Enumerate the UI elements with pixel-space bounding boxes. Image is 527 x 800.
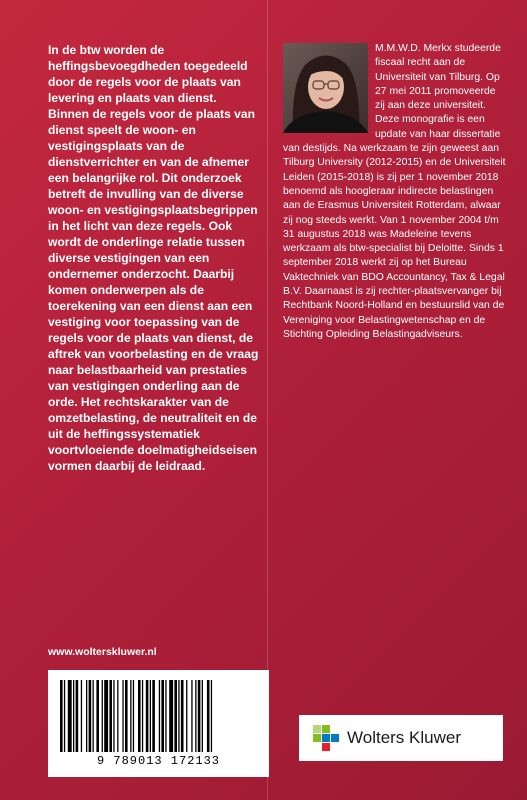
book-summary: In de btw worden de heffingsbevoegdheden toegedeeld door de regels voor de plaats van levering en plaats van dienst. Binnen de regels voor de plaats van dienst speelt de woon- en vestigingsplaats van de dienstverrichter en van de afnemer een belangrijke rol. Dit onderzoek betreft de invulling van de diverse woon- en vestigingsplaatsbegrippen in het licht van deze regels. Ook wordt de onderlinge relatie tussen diverse vestigingen van een ondernemer onderzocht. Daarbij komen onderwerpen als de toerekening van een dienst aan een vestiging voor toepassing van de regels voor de plaats van dienst, de aftrek van voorbelasting en de vraag naar belastbaarheid van prestaties van vestigingen onderling aan de orde. Het rechtskarakter van de omzetbelasting, de neutraliteit en de uit de heffingssystematiek voortvloeiende doelmatigheidseisen vormen daarbij de leidraad. (48, 43, 259, 473)
author-bio: M.M.W.D. Merkx studeerde fiscaal recht aan de Universiteit van Tilburg. Op 27 mei 2011 promoveerde zij aan deze universiteit. Deze monografie is een update van haar dissertatie van destijds. Na werkzaam te zijn geweest aan Tilburg University (2012-2015) en de Universiteit Leiden (2015-2018) is zij per 1 november 2018 benoemd als hoogleraar indirecte belastingen aan de Erasmus Universiteit Rotterdam, alwaar zij nog steeds werkt. Van 1 november 2004 t/m 31 augustus 2018 was Madeleine tevens werkzaam als btw-specialist bij Deloitte. Sinds 1 september 2018 werkt zij op het Bureau Vaktechniek van BDO Accountancy, Tax & Legal B.V. Daarnaast is zij rechter-plaatsvervanger bij Rechtbank Noord-Holland en bestuurslid van de Vereniging voor Belastingwetenschap en de Stichting Opleiding Belastingadviseurs. (283, 43, 506, 340)
barcode-graphic (56, 680, 261, 752)
photo-spacer (283, 42, 369, 133)
isbn-barcode (48, 670, 269, 777)
publisher-name: Wolters Kluwer (347, 728, 461, 747)
wolters-kluwer-logo-icon (313, 725, 339, 751)
isbn-number: 9 789013 172133 (96, 754, 221, 768)
author-bio-block (283, 42, 507, 342)
publisher-logo (299, 715, 503, 761)
publisher-website: www.wolterskluwer.nl (48, 646, 157, 658)
